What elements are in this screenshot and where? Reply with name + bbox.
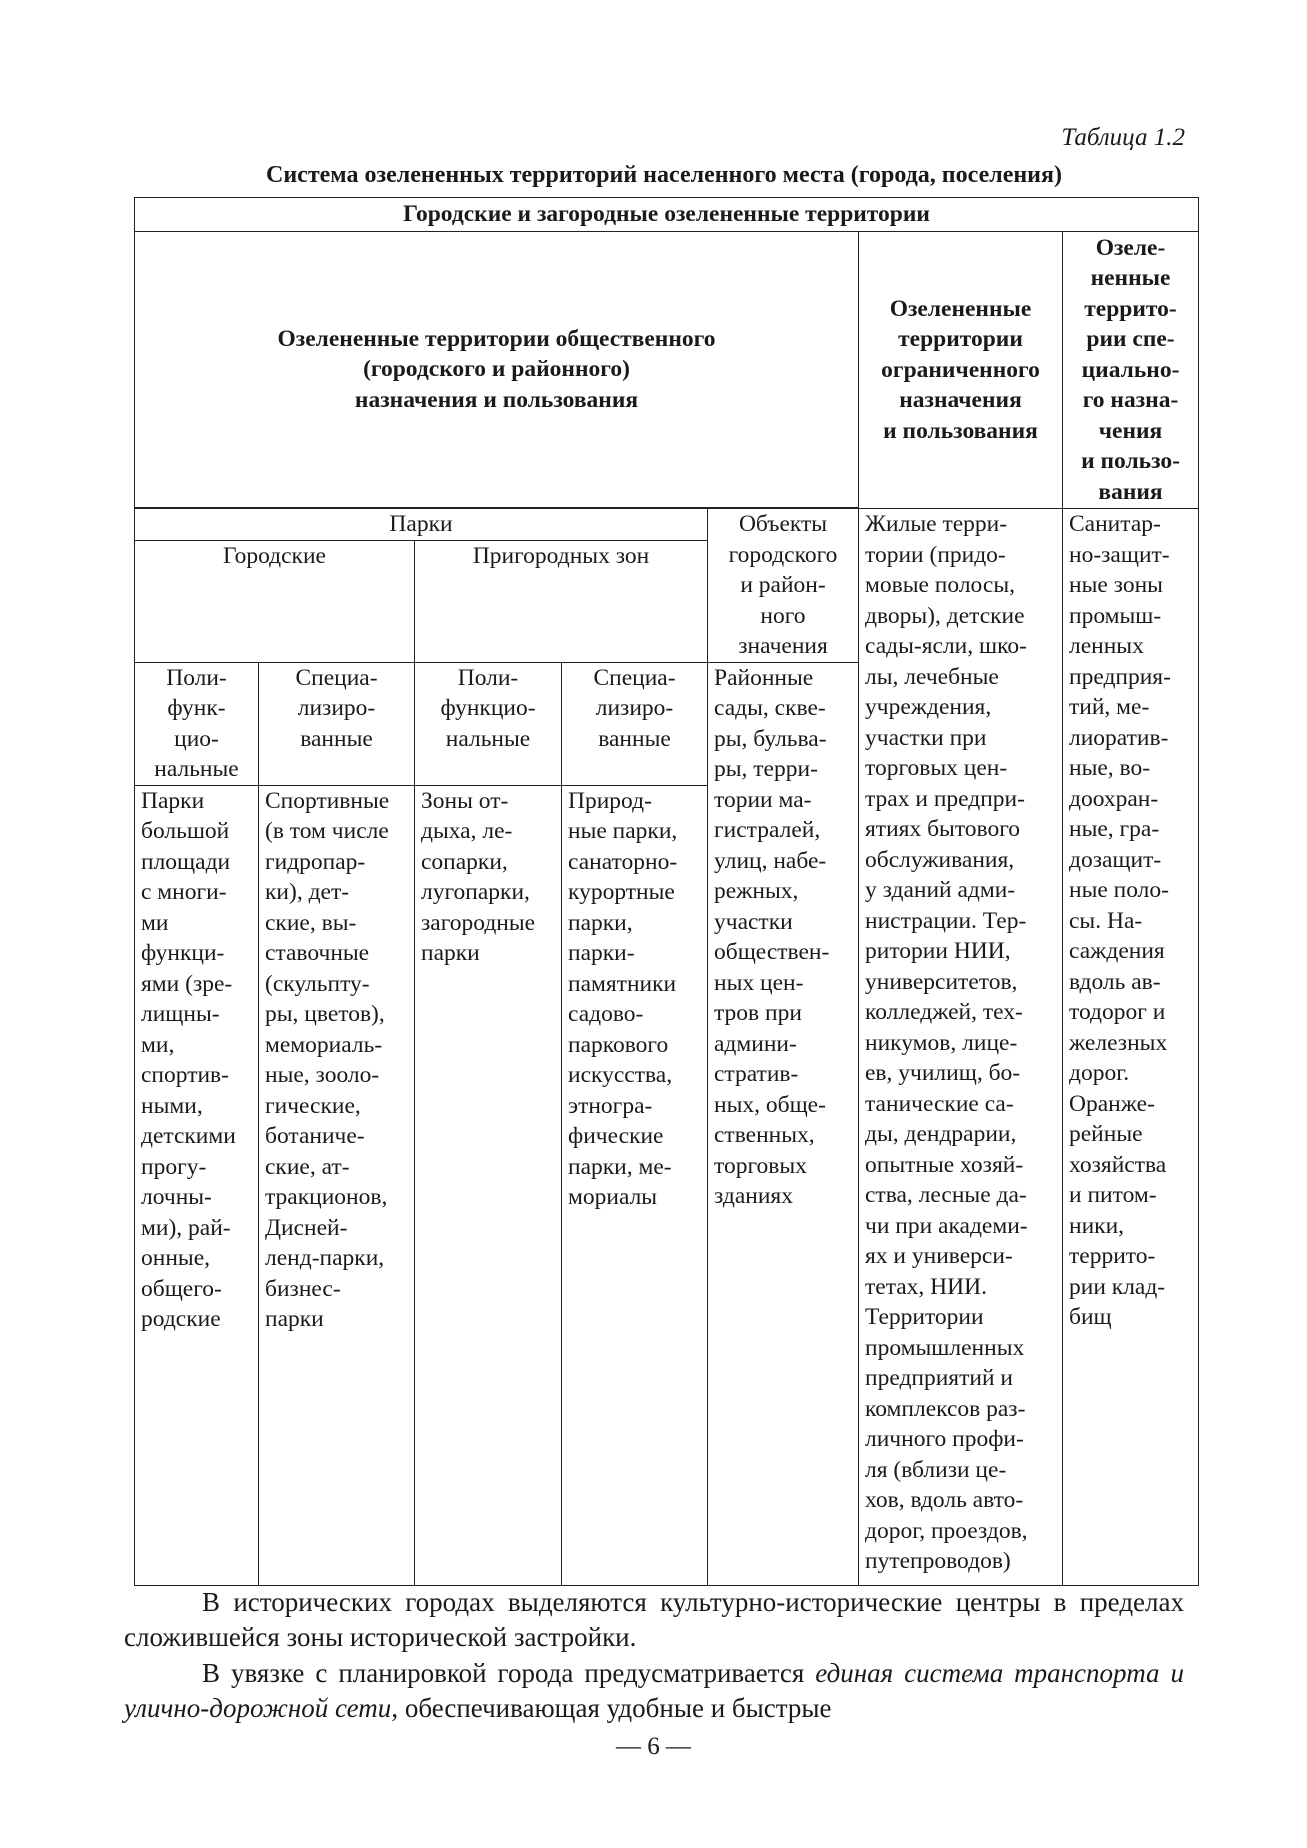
limited-use-content: Жилые терри- тории (придо- мовые полосы, дворы), детские сады-ясли, шко- лы, лечебные учреждения, участки при торговых цен- трах и предпри- ятиях бытового обслуживания, у зданий адми- нистрации. Тер- ритории НИИ, университетов, колледжей, тех- никумов, лице- ев, училищ, бо- танические са- ды, дендрарии, опытные хозяй- ства, лесные да- чи при академи- ях и универси- тетах, НИИ. Территории промышленных предприятий и комплексов раз- личного профи- ля (вблизи це- хов, вдоль авто- дорог, проездов, путепроводов) bbox=[859, 509, 1063, 1586]
subheader-city-specialized: Специа- лизиро- ванные bbox=[259, 662, 415, 785]
page-number: — 6 — bbox=[616, 1733, 691, 1760]
table-title: Система озелененных территорий населенного места (города, поселения) bbox=[266, 162, 1062, 188]
green-areas-table bbox=[134, 197, 1199, 1586]
subheader-suburban-multifunctional: Поли- функцио- нальные bbox=[415, 662, 562, 785]
table-label: Таблица 1.2 bbox=[1061, 124, 1185, 151]
city-specialized-content: Спортивные (в том числе гидропар- ки), дет- ские, вы- ставочные (скульпту- ры, цветов), мемориаль- ные, зооло- гические, ботаниче- ские, ат- тракционов, Дисней- ленд-парки, бизнес- парки bbox=[259, 785, 415, 1585]
header-limited-use: Озелененные территории ограниченного назначения и пользования bbox=[859, 232, 1063, 509]
objects-content: Районные сады, скве- ры, бульва- ры, терри- тории ма- гистралей, улиц, набе- режных, участки обществен- ных цен- тров при админи- стратив- ных, обще- ственных, торговых зданиях bbox=[708, 662, 859, 1585]
suburban-specialized-content: Природ- ные парки, санаторно- курортные парки, парки- памятники садово- паркового искусства, этногра- фические парки, ме- мориалы bbox=[562, 785, 708, 1585]
header-city-parks: Городские bbox=[135, 540, 415, 662]
suburban-multifunctional-content: Зоны от- дыха, ле- сопарки, лугопарки, загородные парки bbox=[415, 785, 562, 1585]
paragraph-1 bbox=[124, 1585, 1184, 1655]
paragraph-2-italic: единая система транспорта и улично-дорожной сети bbox=[124, 1658, 1184, 1723]
paragraph-2-start: В увязке с планировкой города предусматривается bbox=[202, 1658, 816, 1688]
paragraph-2-end: , обеспечивающая удобные и быстрые bbox=[391, 1693, 832, 1723]
paragraph-1-text: В исторических городах выделяются культурно-исторические центры в пределах сложившейся зоны исторической застройки. bbox=[124, 1587, 1184, 1652]
paragraph-2 bbox=[124, 1656, 1184, 1726]
city-multifunctional-content: Парки большой площади с многи- ми функци- ями (зре- лищны- ми, спортив- ными, детскими прогу- лочны- ми), рай- онные, общего- родские bbox=[135, 785, 259, 1585]
subheader-suburban-specialized: Специа- лизиро- ванные bbox=[562, 662, 708, 785]
table-top-header: Городские и загородные озелененные территории bbox=[135, 198, 1199, 232]
header-objects: Объекты городского и район- ного значения bbox=[708, 509, 859, 663]
subheader-city-multifunctional: Поли- функ- цио- нальные bbox=[135, 662, 259, 785]
header-public-use: Озелененные территории общественного (городского и районного) назначения и пользования bbox=[135, 232, 859, 508]
header-parks: Парки bbox=[135, 509, 708, 541]
special-use-content: Санитар- но-защит- ные зоны промыш- ленных предприя- тий, ме- лиоратив- ные, во- доохран- ные, гра- дозащит- ные поло- сы. На- саждения вдоль ав- тодорог и железных дорог. Оранже- рейные хозяйства и питом- ники, террито- рии клад- бищ bbox=[1063, 509, 1199, 1586]
header-suburban-parks: Пригородных зон bbox=[415, 540, 708, 662]
header-special-use: Озеле- ненные террито- рии спе- циально- го назна- чения и пользо- вания bbox=[1063, 232, 1199, 509]
